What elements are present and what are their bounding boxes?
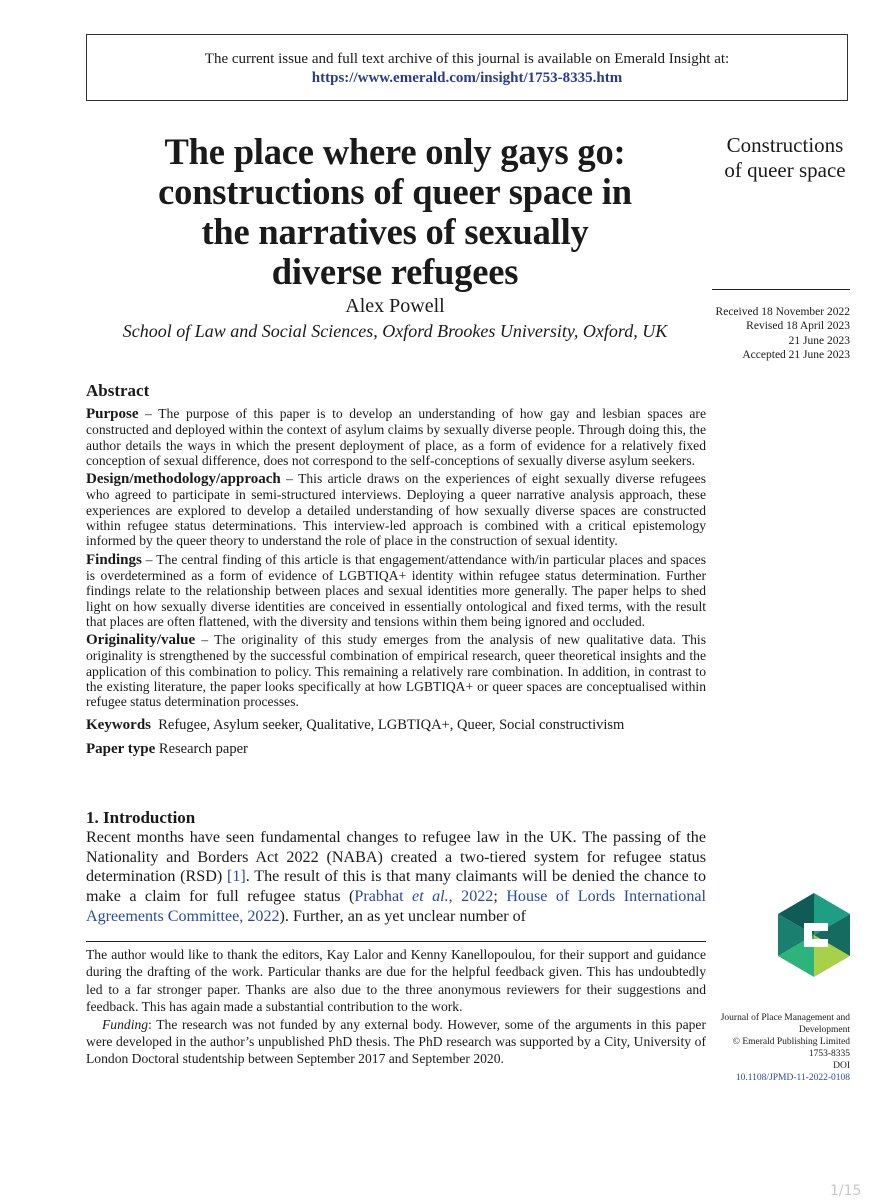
issn: 1753-8335 xyxy=(808,1049,850,1059)
section-text: – The purpose of this paper is to develop an understanding of how gay and lesbian spaces are constructed and deployed within the context of asylum claims by sexually diverse people. Through doing this, the author details the ways in which the present deployment of place, as a form of evidence for a relatively fixed conception of sexual difference, does not correspond to the self-conceptions of sexually diverse asylum seekers. xyxy=(86,406,706,468)
title-line: the narratives of sexually xyxy=(201,211,589,252)
abstract-design xyxy=(86,471,706,548)
abstract xyxy=(86,381,706,760)
journal-info xyxy=(700,1012,850,1084)
article-dates xyxy=(700,305,850,363)
citation-link-house-of-lords[interactable]: House of Lords International Agreements Committee, 2022 xyxy=(86,888,707,925)
section-label: Design/methodology/approach xyxy=(86,471,281,488)
intro-paragraph xyxy=(86,828,706,927)
abstract-purpose xyxy=(86,406,706,468)
intro-text: Recent months have seen fundamental changes to refugee law in the UK. The passing of the Nationality and Borders Act 2022 (NABA) created a two-tiered system for refugee status determination (RSD) xyxy=(86,829,706,886)
abstract-heading: Abstract xyxy=(86,381,150,400)
paper-type xyxy=(86,742,706,757)
sidebar-divider xyxy=(712,289,850,290)
emerald-logo-icon xyxy=(778,893,850,977)
date-revised-2: 21 June 2023 xyxy=(788,334,850,347)
citation-separator: ; xyxy=(493,888,507,906)
author-name: Alex Powell xyxy=(345,295,445,317)
title-line: constructions of queer space in xyxy=(158,171,632,212)
journal-archive-notice xyxy=(86,34,848,101)
funding-note xyxy=(86,1016,706,1068)
section-text: – The originality of this study emerges from the analysis of new qualitative data. This originality is strengthened by the successful combination of empirical research, queer theoretical insights and the application of this combination to policy. This remaining a relatively rare combination. In addition, in contrast to the existing literature, the paper looks specifically at how LGBTIQA+ or queer spaces are conceptualised within refugee status determination processes. xyxy=(86,632,706,710)
abstract-findings xyxy=(86,552,706,629)
acknowledgements: The author would like to thank the editors, Kay Lalor and Kenny Kanellopoulou, for their support and guidance during the drafting of the work. Particular thanks are due for the helpful feedback given. This has undoubtedly led to a far stronger paper. Thanks are also due to the three anonymous reviewers for their suggestions and feedback. This has again made a substantial contribution to the work. xyxy=(86,947,706,1015)
date-received: Received 18 November 2022 xyxy=(715,306,850,318)
introduction xyxy=(86,808,706,927)
archive-url-link[interactable]: https://www.emerald.com/insight/1753-8335.htm xyxy=(311,70,623,86)
section-label: Originality/value xyxy=(86,632,196,649)
section-label: Purpose xyxy=(86,406,139,422)
title-line: The place where only gays go: xyxy=(164,131,626,172)
paper-type-text: Research paper xyxy=(158,740,248,757)
page-indicator: 1/15 xyxy=(830,1183,862,1199)
citation-link-prabhat[interactable]: Prabhat et al., 2022 xyxy=(354,888,494,906)
funding-label: Funding xyxy=(102,1016,149,1032)
date-accepted: Accepted 21 June 2023 xyxy=(742,349,850,362)
running-head-line: Constructions xyxy=(726,133,844,157)
keywords-label: Keywords xyxy=(86,716,151,733)
doi-link[interactable]: 10.1108/JPMD-11-2022-0108 xyxy=(735,1073,850,1083)
article-title xyxy=(100,132,690,292)
section-label: Findings xyxy=(86,551,142,568)
intro-text: ). Further, an as yet unclear number of xyxy=(279,907,527,925)
footnote-ref-link[interactable]: [1] xyxy=(226,868,246,886)
intro-heading: 1. Introduction xyxy=(86,808,196,827)
journal-name-cont: Development xyxy=(798,1025,850,1035)
funding-text: : The research was not funded by any external body. However, some of the arguments in this paper were developed in the author’s unpublished PhD thesis. The PhD research was supported by a City, University of London Doctoral studentship between September 2017 and September 2020. xyxy=(86,1016,706,1067)
title-line: diverse refugees xyxy=(271,251,519,292)
footnote-divider xyxy=(86,941,706,942)
publisher: © Emerald Publishing Limited xyxy=(732,1037,850,1047)
running-head-line: of queer space xyxy=(724,158,846,182)
section-text: – This article draws on the experiences of eight sexually diverse refugees who agreed to participate in semi-structured interviews. Deploying a queer narrative analysis approach, these experiences are explored to develop a detailed understanding of how sexually diverse spaces are constructed within refugee status determinations. This interview-led approach is combined with a critical epistemology informed by the queer theory to understand the role of place in the construction of sexual identity. xyxy=(86,471,706,549)
intro-text: . The result of this is that many claimants will be denied the chance to make a claim for full refugee status ( xyxy=(86,868,707,906)
section-text: – The central finding of this article is that engagement/attendance with/in particular places and spaces is overdetermined as a form of evidence of LGBTIQA+ identity within refugee status determination. Further findings relate to the relationship between places and sexual identities more generally. The paper helps to shed light on how sexually diverse identities are conceived in essentially ontological and fixed terms, with the result that places are often flattened, with the diversity and tensions within them being ignored and occluded. xyxy=(86,551,706,629)
running-head xyxy=(715,133,855,183)
abstract-originality xyxy=(86,632,706,709)
doi-label: DOI xyxy=(833,1061,850,1071)
journal-name: Journal of Place Management and xyxy=(720,1013,850,1023)
paper-type-label: Paper type xyxy=(86,740,156,757)
keywords xyxy=(86,718,706,733)
author-affiliation: School of Law and Social Sciences, Oxford Brookes University, Oxford, UK xyxy=(122,321,668,341)
doi xyxy=(700,1060,850,1084)
date-revised: Revised 18 April 2023 xyxy=(746,320,850,333)
keywords-text: Refugee, Asylum seeker, Qualitative, LGBTIQA+, Queer, Social constructivism xyxy=(158,716,625,733)
footnotes xyxy=(86,946,706,1068)
archive-text: The current issue and full text archive of this journal is available on Emerald Insight at: xyxy=(204,51,730,67)
